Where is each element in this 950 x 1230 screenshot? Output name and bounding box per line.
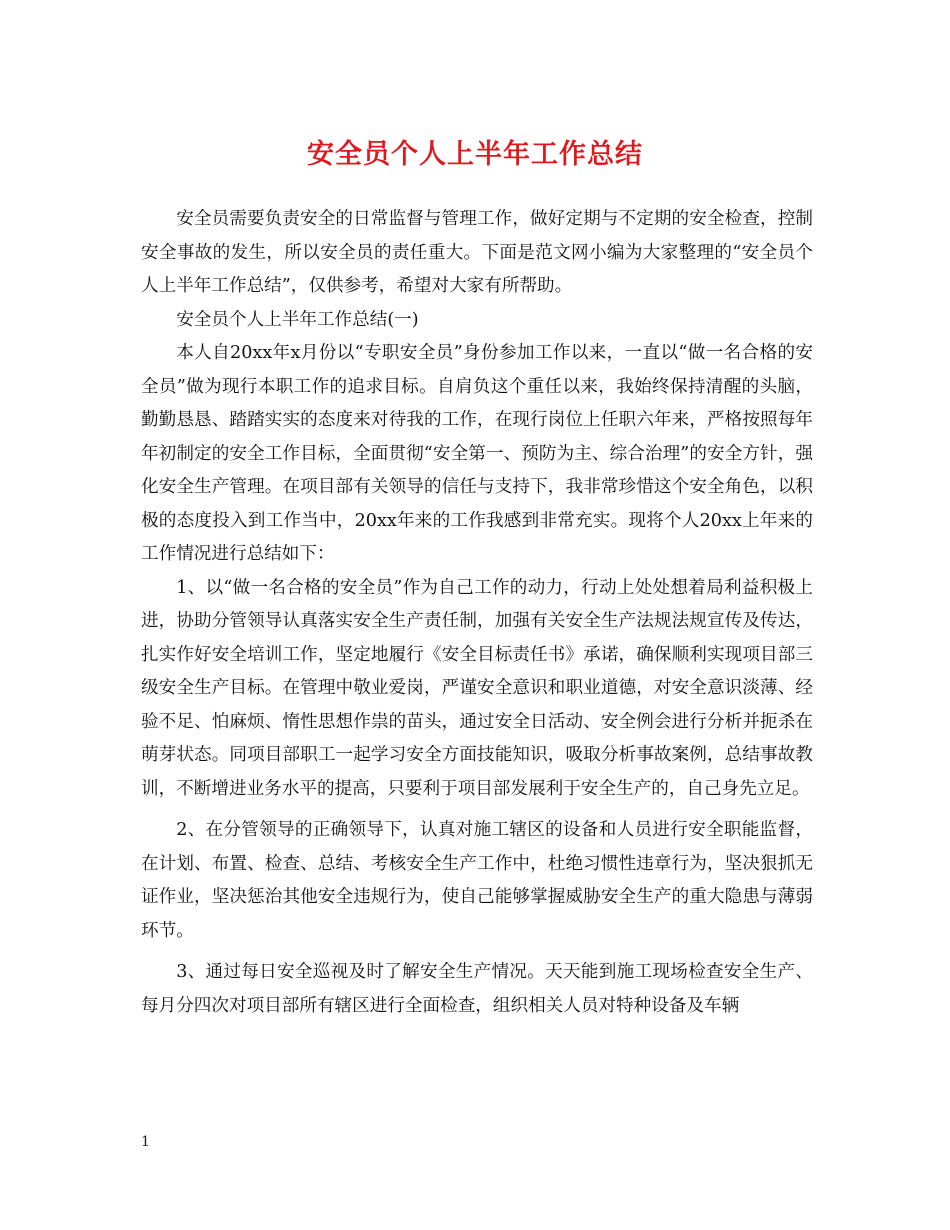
body-paragraph: 1、以“做一名合格的安全员”作为自己工作的动力，行动上处处想着局利益积极上进，协助分管领导认真落实安全生产责任制，加强有关安全生产法规法规宣传及传达，扎实作好安全培训工作，坚定地履行《安全目标责任书》承诺，确保顺利实现项目部三级安全生产目标。在管理中敬业爱岗，严谨安全意识和职业道德，对安全意识淡薄、经验不足、怕麻烦、惰性思想作祟的苗头，通过安全日活动、安全例会进行分析并扼杀在萌芽状态。同项目部职工一起学习安全方面技能知识，吸取分析事故案例，总结事故教训，不断增进业务水平的提高，只要利于项目部发展利于安全生产的，自己身先立足。 — [141, 577, 813, 799]
body-paragraph: 3、通过每日安全巡视及时了解安全生产情况。天天能到施工现场检查安全生产、每月分四次对项目部所有辖区进行全面检查，组织相关人员对特种设备及车辆 — [141, 962, 813, 1016]
section-heading: 安全员个人上半年工作总结(一) — [176, 309, 419, 330]
body-paragraph: 2、在分管领导的正确领导下，认真对施工辖区的设备和人员进行安全职能监督，在计划、布置、检查、总结、考核安全生产工作中，杜绝习惯性违章行为，坚决狠抓无证作业，坚决惩治其他安全违规行为，使自己能够掌握威胁安全生产的重大隐患与薄弱环节。 — [141, 820, 813, 941]
intro-paragraph: 安全员需要负责安全的日常监督与管理工作，做好定期与不定期的安全检查，控制安全事故的发生，所以安全员的责任重大。下面是范文网小编为大家整理的“安全员个人上半年工作总结”，仅供参考，希望对大家有所帮助。 — [141, 209, 813, 296]
page-number: 1 — [141, 1134, 150, 1150]
body-paragraph: 本人自20xx年x月份以“专职安全员”身份参加工作以来，一直以“做一名合格的安全员”做为现行本职工作的追求目标。自肩负这个重任以来，我始终保持清醒的头脑，勤勤恳恳、踏踏实实的态度来对待我的工作，在现行岗位上任职六年来，严格按照每年年初制定的安全工作目标，全面贯彻“安全第一、预防为主、综合治理”的安全方针，强化安全生产管理。在项目部有关领导的信任与支持下，我非常珍惜这个安全角色，以积极的态度投入到工作当中，20xx年来的工作我感到非常充实。现将个人20xx上年来的工作情况进行总结如下： — [141, 343, 813, 564]
document-title: 安全员个人上半年工作总结 — [307, 139, 643, 170]
document-body — [141, 203, 813, 1023]
